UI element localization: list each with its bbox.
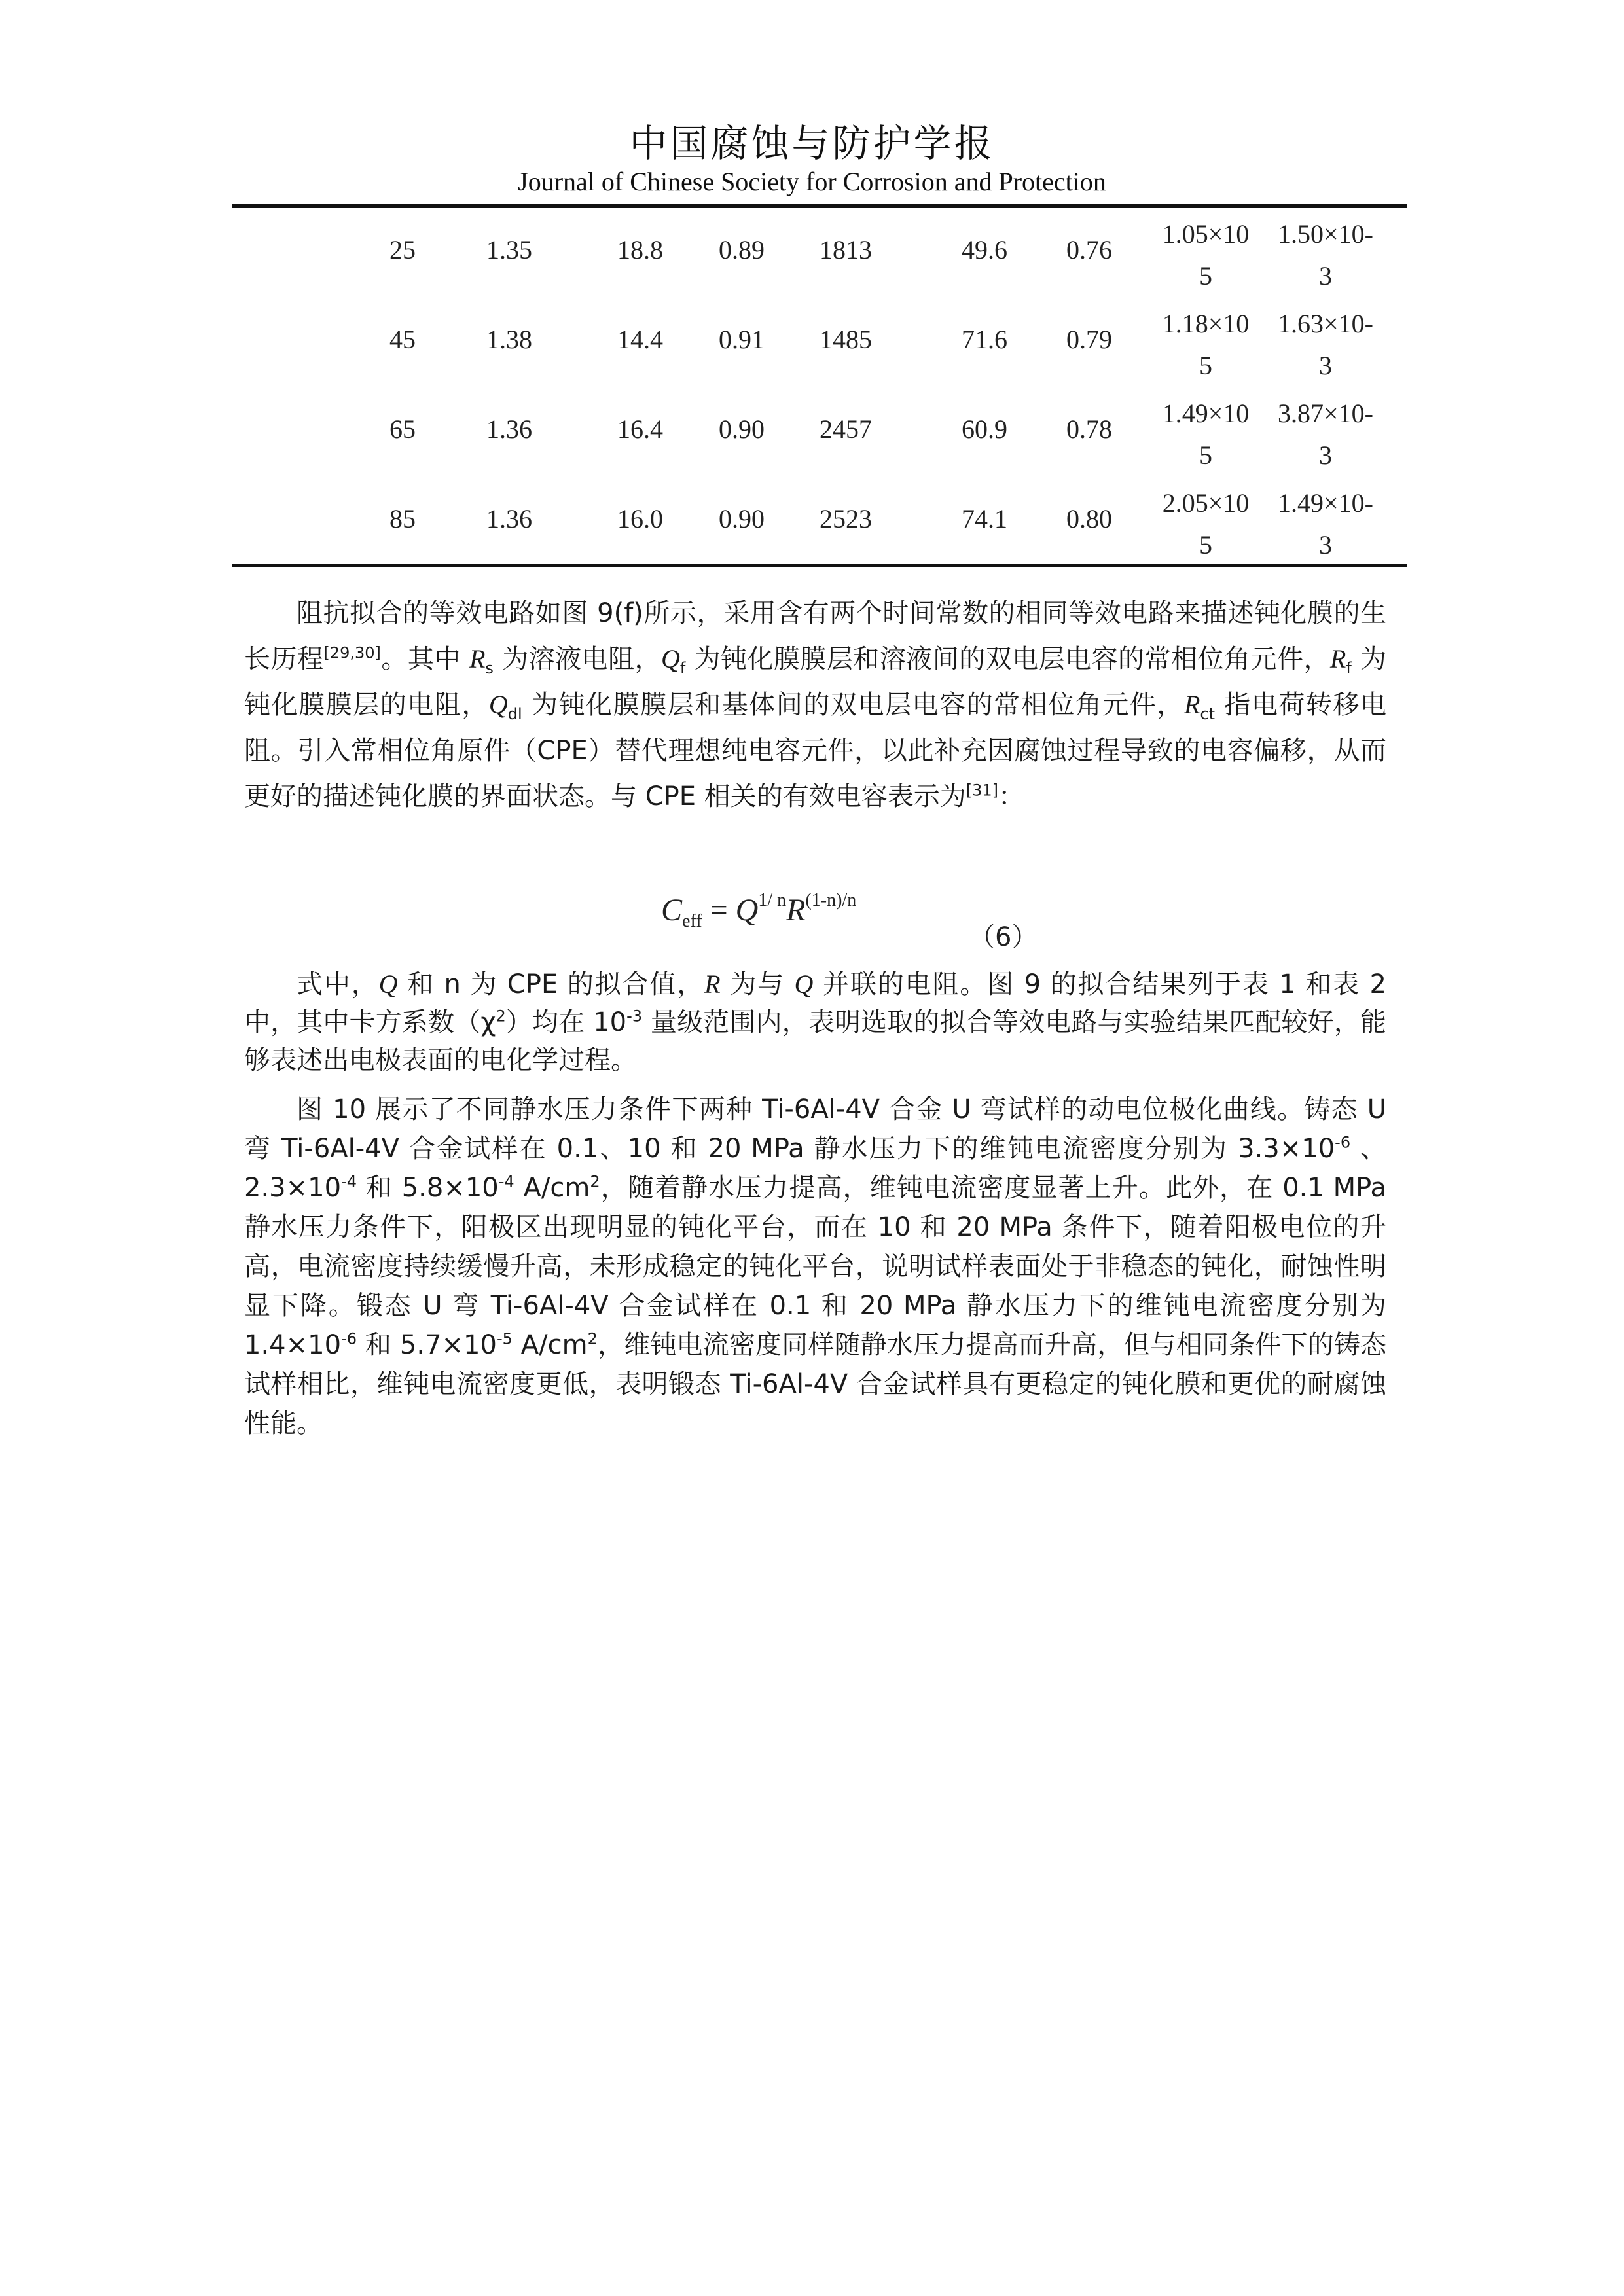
table-cell-wrapped xyxy=(1270,393,1381,476)
table-cell: 0.90 xyxy=(719,414,765,444)
symbol: R xyxy=(1329,644,1346,673)
citation: [31] xyxy=(965,781,999,800)
text-run: ，维钝电流密度同样随静水压力提高而升高，但与相同条件下的铸态试样相比，维钝电流密度更低，表明锻态 Ti-6Al-4V 合金试样具有更稳定的钝化膜和更优的耐腐蚀性能。 xyxy=(244,1330,1387,1439)
table-cell: 60.9 xyxy=(962,414,1007,444)
cell-line: 1.49×10- xyxy=(1278,488,1373,518)
paragraph-fit-results xyxy=(244,965,1386,1079)
table-cell-wrapped xyxy=(1270,213,1381,297)
table-cell-wrapped xyxy=(1150,213,1261,297)
table-cell: 49.6 xyxy=(962,235,1007,264)
cell-line: 2.05×10 xyxy=(1162,488,1250,518)
table-cell-wrapped xyxy=(1270,303,1381,387)
table-cell: 45 xyxy=(389,325,416,354)
subscript: eff xyxy=(682,911,702,931)
journal-title-english: Journal of Chinese Society for Corrosion and Protection xyxy=(518,167,1106,196)
equals: = xyxy=(702,893,736,927)
journal-title-chinese: 中国腐蚀与防护学报 xyxy=(629,121,995,166)
superscript: -5 xyxy=(496,1329,513,1348)
text-run: 为钝化膜膜层的电阻， xyxy=(244,644,1387,720)
cell-line: 1.63×10- xyxy=(1278,309,1373,338)
symbol: R xyxy=(469,644,486,673)
table-cell: 16.0 xyxy=(617,504,663,533)
cell-line: 1.18×10 xyxy=(1162,309,1250,338)
cell-line: 3 xyxy=(1319,440,1332,470)
table-cell: 1813 xyxy=(820,235,872,264)
symbol: Q xyxy=(735,893,759,927)
text-run: ，随着静水压力提高，维钝电流密度显著上升。此外，在 0.1 MPa 静水压力条件下，阳极区出现明显的钝化平台，而在 10 和 20 MPa 条件下，随着阳极电位的升高，电流密度持续缓慢升高，未形成稳定的钝化平台，说明试样表面处于非稳态的钝化，耐蚀性明显下降。锻态 U 弯 Ti-6Al-4V 合金试样在 0.1 和 20 MPa 静水压力下的维钝电流密度分别为 1.4×10 xyxy=(244,1173,1386,1360)
text-run: A/cm xyxy=(512,1330,588,1360)
table-cell: 1485 xyxy=(820,325,872,354)
paragraph-polarization xyxy=(244,1090,1386,1443)
symbol: Q xyxy=(794,969,814,999)
symbol: R xyxy=(704,969,721,999)
text-run: 指电荷转移电阻。引入常相位角原件（CPE）替代理想纯电容元件，以此补充因腐蚀过程导致的电容偏移，从而更好的描述钝化膜的界面状态。与 CPE 相关的有效电容表示为 xyxy=(244,690,1387,812)
table-cell: 2457 xyxy=(820,414,872,444)
table-cell: 65 xyxy=(389,414,416,444)
cell-line: 3.87×10- xyxy=(1278,399,1373,428)
table-cell-wrapped xyxy=(1270,482,1381,566)
table-bottom-rule xyxy=(232,564,1407,567)
text-run: A/cm xyxy=(514,1173,590,1203)
text-run: 量级范围内，表明选取的拟合等效电路与实验结果匹配较好，能够表述出电极表面的电化学过程。 xyxy=(244,1007,1386,1075)
table-cell: 18.8 xyxy=(617,235,663,264)
equation-6 xyxy=(661,890,856,932)
citation: [29,30] xyxy=(323,643,381,662)
symbol: Q xyxy=(660,644,680,673)
cell-line: 5 xyxy=(1199,261,1212,291)
table-cell-wrapped xyxy=(1150,303,1261,387)
text-run: 式中， xyxy=(297,969,379,999)
table-cell: 1.38 xyxy=(486,325,532,354)
table-cell: 0.91 xyxy=(719,325,765,354)
superscript: -3 xyxy=(626,1007,643,1026)
text-run: 图 10 展示了不同静水压力条件下两种 Ti-6Al-4V 合金 U 弯试样的动电位极化曲线。铸态 U 弯 Ti-6Al-4V 合金试样在 0.1、10 和 20 MPa 静水压力下的维钝电流密度分别为 3.3×10 xyxy=(244,1094,1386,1164)
table-cell: 0.79 xyxy=(1066,325,1112,354)
subscript: f xyxy=(679,659,686,677)
table-cell: 1.35 xyxy=(486,235,532,264)
table-cell: 16.4 xyxy=(617,414,663,444)
cell-line: 5 xyxy=(1199,440,1212,470)
cell-line: 3 xyxy=(1319,530,1332,560)
text-run: 为钝化膜膜层和基体间的双电层电容的常相位角元件， xyxy=(522,690,1184,720)
cell-line: 5 xyxy=(1199,530,1212,560)
cell-line: 1.05×10 xyxy=(1162,219,1250,249)
superscript: -6 xyxy=(1335,1133,1351,1152)
text-run: 和 n 为 CPE 的拟合值， xyxy=(397,969,705,999)
superscript: -4 xyxy=(341,1172,357,1191)
text-run: ）均在 10 xyxy=(505,1007,627,1037)
table-row xyxy=(232,387,1407,476)
symbol: R xyxy=(786,893,806,927)
table-row xyxy=(232,477,1407,566)
table-cell: 74.1 xyxy=(962,504,1007,533)
superscript: -6 xyxy=(341,1329,357,1348)
paragraph-equivalent-circuit xyxy=(244,590,1386,819)
text-run: 并联的电阻。图 9 的拟合结果列于表 1 和表 2 中，其中卡方系数（χ xyxy=(244,969,1387,1037)
table-cell: 85 xyxy=(389,504,416,533)
text-run: 和 5.7×10 xyxy=(356,1330,497,1360)
table-cell: 0.80 xyxy=(1066,504,1112,533)
superscript: 2 xyxy=(496,1007,506,1026)
superscript: 2 xyxy=(590,1172,600,1191)
table-cell-wrapped xyxy=(1150,393,1261,476)
exponent: 1/ n xyxy=(758,890,787,910)
table-cell: 2523 xyxy=(820,504,872,533)
table-cell: 25 xyxy=(389,235,416,264)
exponent: (1-n)/n xyxy=(805,890,857,910)
subscript: f xyxy=(1346,659,1352,677)
superscript: 2 xyxy=(587,1329,598,1348)
table-row xyxy=(232,208,1407,297)
cell-line: 1.50×10- xyxy=(1278,219,1373,249)
cell-line: 1.49×10 xyxy=(1162,399,1250,428)
subscript: dl xyxy=(507,705,522,723)
table-cell: 1.36 xyxy=(486,504,532,533)
table-cell: 0.78 xyxy=(1066,414,1112,444)
table-cell: 0.90 xyxy=(719,504,765,533)
text-run: 、2.3×10 xyxy=(244,1134,1386,1203)
text-run: ： xyxy=(998,781,1025,812)
text-run: 和 5.8×10 xyxy=(356,1173,499,1203)
text-run: 。其中 xyxy=(380,644,469,674)
text-run: 为与 xyxy=(720,969,795,999)
symbol: Q xyxy=(378,969,398,999)
subscript: ct xyxy=(1200,705,1216,723)
text-run: 为溶液电阻， xyxy=(493,644,661,674)
cell-line: 3 xyxy=(1319,351,1332,380)
table-cell: 0.89 xyxy=(719,235,765,264)
equation-number: （6） xyxy=(969,922,1038,952)
symbol: R xyxy=(1183,690,1200,719)
table-row xyxy=(232,298,1407,387)
table-cell: 0.76 xyxy=(1066,235,1112,264)
text-run: 阻抗拟合的等效电路如图 9(f)所示，采用含有两个时间常数的相同等效电路来描述钝化膜的生长历程 xyxy=(244,598,1386,674)
table-cell: 71.6 xyxy=(962,325,1007,354)
table-cell-wrapped xyxy=(1150,482,1261,566)
symbol: C xyxy=(661,893,683,927)
text-run: 为钝化膜膜层和溶液间的双电层电容的常相位角元件， xyxy=(685,644,1330,674)
symbol: Q xyxy=(488,690,508,719)
table-cell: 1.36 xyxy=(486,414,532,444)
subscript: s xyxy=(485,659,494,677)
table-cell: 14.4 xyxy=(617,325,663,354)
cell-line: 3 xyxy=(1319,261,1332,291)
cell-line: 5 xyxy=(1199,351,1212,380)
superscript: -4 xyxy=(498,1172,514,1191)
